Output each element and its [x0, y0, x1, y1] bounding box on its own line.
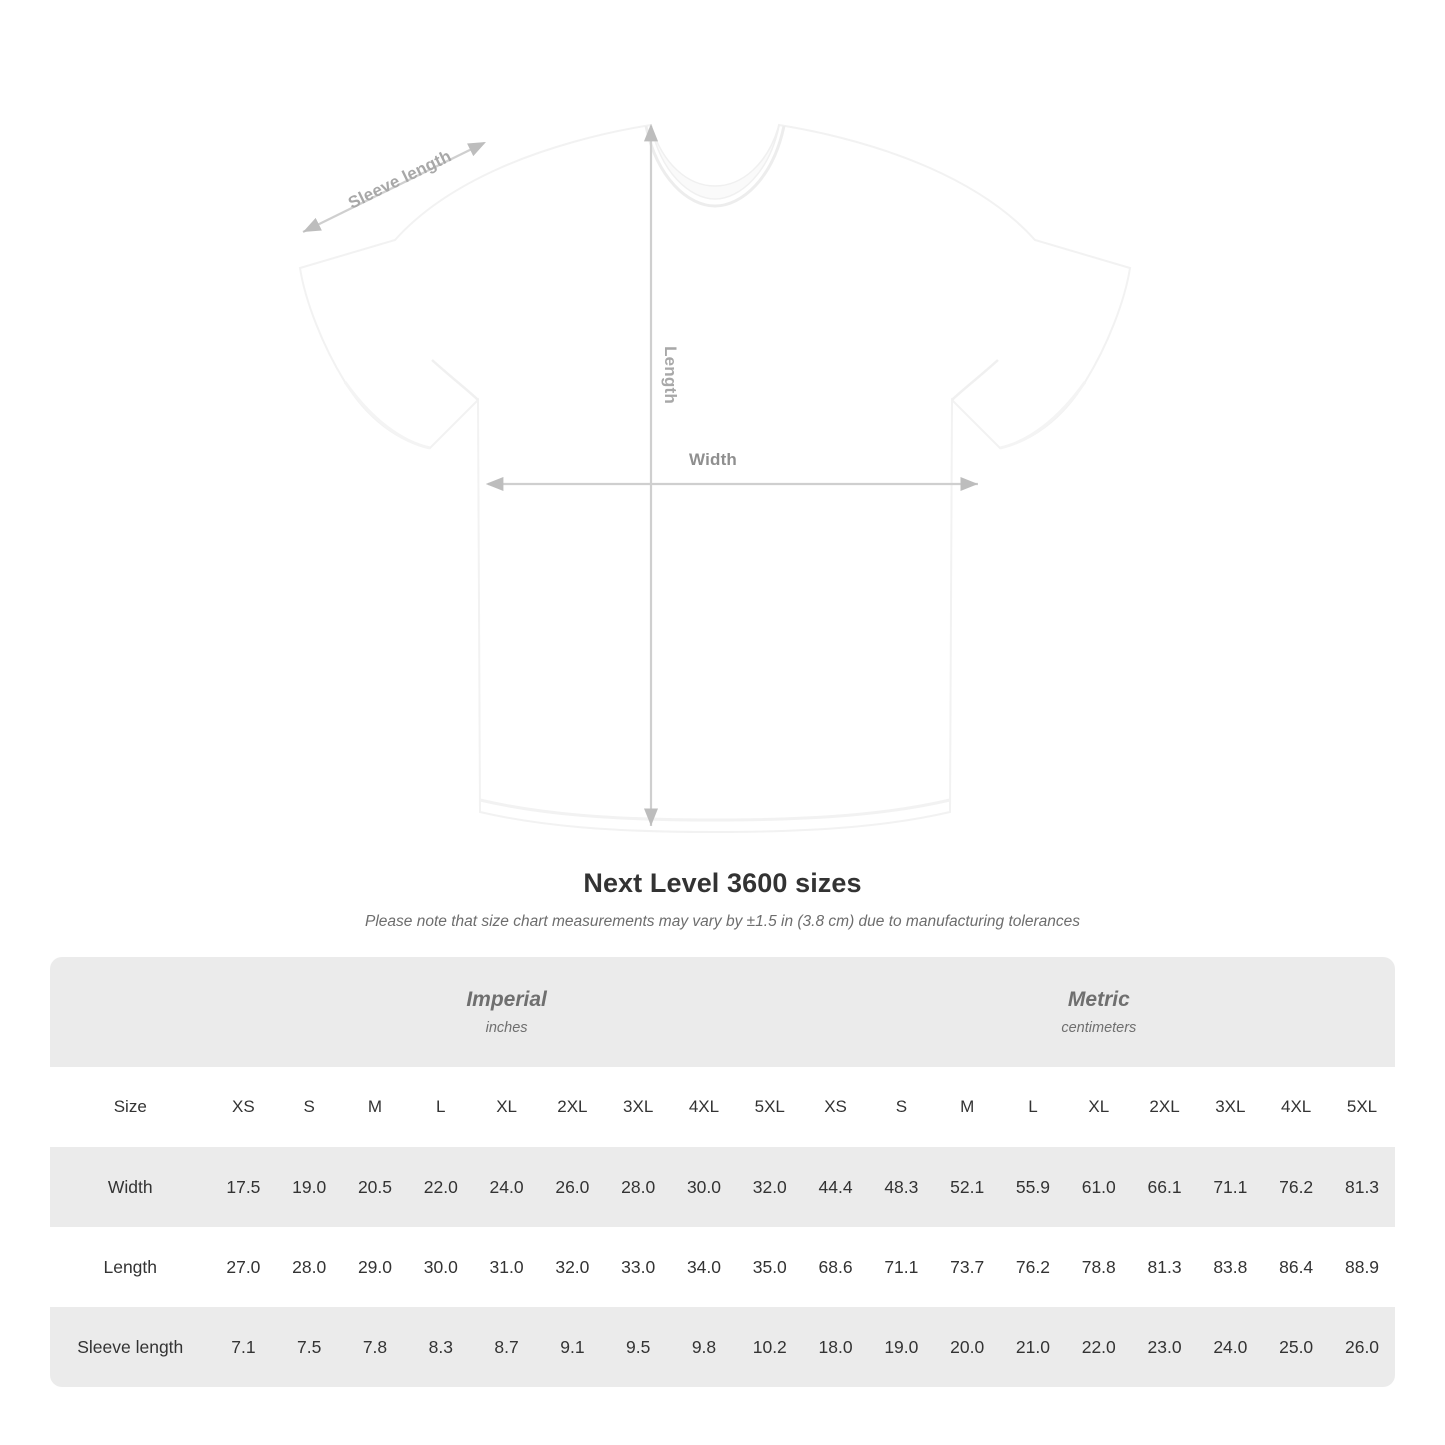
cell-sleeve-metric: 22.0	[1066, 1307, 1132, 1387]
size-header-cell: XL	[474, 1067, 540, 1147]
table-row	[50, 1307, 1395, 1387]
cell-width-imperial: 28.0	[605, 1147, 671, 1227]
cell-length-metric: 81.3	[1132, 1227, 1198, 1307]
sleeve-length-label-wrap	[285, 122, 515, 242]
row-label-sleeve-length: Sleeve length	[50, 1307, 211, 1387]
table-row	[50, 1147, 1395, 1227]
sleeve-length-label: Sleeve length	[345, 146, 455, 213]
unit-name-metric: Metric	[1067, 988, 1130, 1011]
unit-header-metric	[803, 957, 1395, 1067]
cell-sleeve-metric: 20.0	[934, 1307, 1000, 1387]
cell-width-imperial: 24.0	[474, 1147, 540, 1227]
cell-width-metric: 44.4	[803, 1147, 869, 1227]
cell-width-metric: 52.1	[934, 1147, 1000, 1227]
cell-sleeve-imperial: 7.5	[276, 1307, 342, 1387]
size-header-row	[50, 1067, 1395, 1147]
cell-sleeve-metric: 26.0	[1329, 1307, 1395, 1387]
cell-sleeve-imperial: 9.1	[539, 1307, 605, 1387]
size-header-cell: 2XL	[1132, 1067, 1198, 1147]
cell-width-imperial: 17.5	[211, 1147, 277, 1227]
cell-width-imperial: 19.0	[276, 1147, 342, 1227]
cell-length-imperial: 29.0	[342, 1227, 408, 1307]
length-label: Length	[661, 346, 680, 404]
row-label-width: Width	[50, 1147, 211, 1227]
cell-length-imperial: 32.0	[539, 1227, 605, 1307]
unit-header-imperial	[211, 957, 803, 1067]
cell-sleeve-imperial: 10.2	[737, 1307, 803, 1387]
size-header-cell: S	[868, 1067, 934, 1147]
cell-width-imperial: 22.0	[408, 1147, 474, 1227]
cell-sleeve-metric: 21.0	[1000, 1307, 1066, 1387]
size-header-cell: XS	[211, 1067, 277, 1147]
size-header-cell: 2XL	[539, 1067, 605, 1147]
cell-sleeve-imperial: 7.1	[211, 1307, 277, 1387]
cell-length-metric: 88.9	[1329, 1227, 1395, 1307]
unit-sub-metric: centimeters	[1061, 1020, 1137, 1036]
cell-sleeve-imperial: 7.8	[342, 1307, 408, 1387]
size-header-cell: 5XL	[737, 1067, 803, 1147]
size-header-cell: XS	[803, 1067, 869, 1147]
cell-length-imperial: 34.0	[671, 1227, 737, 1307]
cell-width-imperial: 32.0	[737, 1147, 803, 1227]
cell-sleeve-imperial: 8.3	[408, 1307, 474, 1387]
cell-sleeve-imperial: 8.7	[474, 1307, 540, 1387]
size-header-cell: 4XL	[1263, 1067, 1329, 1147]
size-header-cell: 3XL	[1197, 1067, 1263, 1147]
cell-length-metric: 83.8	[1197, 1227, 1263, 1307]
cell-sleeve-imperial: 9.5	[605, 1307, 671, 1387]
page-title: Next Level 3600 sizes	[583, 868, 862, 898]
unit-header-spacer	[50, 957, 211, 1067]
size-header-cell: L	[1000, 1067, 1066, 1147]
unit-header-row	[50, 957, 1395, 1067]
cell-length-imperial: 35.0	[737, 1227, 803, 1307]
cell-length-metric: 78.8	[1066, 1227, 1132, 1307]
cell-length-metric: 68.6	[803, 1227, 869, 1307]
cell-width-metric: 48.3	[868, 1147, 934, 1227]
unit-name-imperial: Imperial	[466, 988, 547, 1011]
cell-width-metric: 76.2	[1263, 1147, 1329, 1227]
size-header-cell: M	[342, 1067, 408, 1147]
size-header-cell: 4XL	[671, 1067, 737, 1147]
cell-sleeve-metric: 23.0	[1132, 1307, 1198, 1387]
cell-width-imperial: 20.5	[342, 1147, 408, 1227]
cell-width-metric: 81.3	[1329, 1147, 1395, 1227]
table-row	[50, 1227, 1395, 1307]
cell-width-metric: 71.1	[1197, 1147, 1263, 1227]
cell-sleeve-imperial: 9.8	[671, 1307, 737, 1387]
size-header-label: Size	[50, 1067, 211, 1147]
cell-sleeve-metric: 19.0	[868, 1307, 934, 1387]
row-label-length: Length	[50, 1227, 211, 1307]
cell-length-imperial: 30.0	[408, 1227, 474, 1307]
cell-length-metric: 76.2	[1000, 1227, 1066, 1307]
cell-length-imperial: 27.0	[211, 1227, 277, 1307]
size-header-cell: 3XL	[605, 1067, 671, 1147]
size-table	[50, 957, 1395, 1387]
length-label-wrap	[620, 330, 720, 430]
tolerance-note: Please note that size chart measurements may vary by ±1.5 in (3.8 cm) due to manufacturing tolerances	[365, 913, 1080, 930]
size-header-cell: L	[408, 1067, 474, 1147]
cell-width-metric: 66.1	[1132, 1147, 1198, 1227]
cell-length-metric: 73.7	[934, 1227, 1000, 1307]
size-header-cell: M	[934, 1067, 1000, 1147]
cell-length-imperial: 31.0	[474, 1227, 540, 1307]
cell-length-imperial: 33.0	[605, 1227, 671, 1307]
title-block	[0, 868, 1445, 931]
cell-length-imperial: 28.0	[276, 1227, 342, 1307]
size-header-cell: XL	[1066, 1067, 1132, 1147]
cell-sleeve-metric: 24.0	[1197, 1307, 1263, 1387]
size-table-wrap	[50, 957, 1395, 1387]
cell-sleeve-metric: 18.0	[803, 1307, 869, 1387]
width-label: Width	[688, 450, 738, 469]
size-header-cell: S	[276, 1067, 342, 1147]
cell-length-metric: 71.1	[868, 1227, 934, 1307]
cell-width-metric: 61.0	[1066, 1147, 1132, 1227]
cell-length-metric: 86.4	[1263, 1227, 1329, 1307]
cell-width-imperial: 26.0	[539, 1147, 605, 1227]
size-header-cell: 5XL	[1329, 1067, 1395, 1147]
cell-sleeve-metric: 25.0	[1263, 1307, 1329, 1387]
cell-width-metric: 55.9	[1000, 1147, 1066, 1227]
unit-sub-imperial: inches	[485, 1020, 528, 1036]
cell-width-imperial: 30.0	[671, 1147, 737, 1227]
